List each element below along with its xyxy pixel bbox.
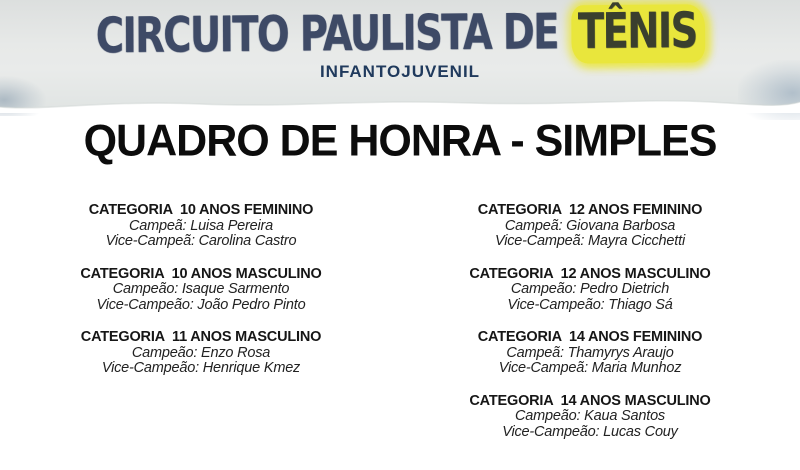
champion-line: Campeão: Isaque Sarmento — [112, 281, 290, 297]
logo-highlight-word: TÊNIS — [571, 4, 705, 63]
category-block — [445, 267, 735, 314]
runner-up-line: Vice-Campeã: Mayra Cicchetti — [495, 233, 685, 249]
category-block — [445, 330, 735, 377]
category-block — [56, 267, 346, 314]
category-title: CATEGORIA 14 ANOS FEMININO — [477, 329, 703, 345]
logo — [0, 2, 800, 82]
category-title: CATEGORIA 10 ANOS FEMININO — [88, 202, 314, 218]
band-torn-edge — [0, 91, 800, 113]
category-title: CATEGORIA 10 ANOS MASCULINO — [80, 265, 322, 282]
results-column-right — [445, 203, 735, 457]
logo-subtitle: INFANTOJUVENIL — [319, 62, 481, 81]
runner-up-line: Vice-Campeã: Carolina Castro — [105, 233, 297, 249]
category-title: CATEGORIA 14 ANOS MASCULINO — [469, 392, 711, 409]
category-title: CATEGORIA 12 ANOS FEMININO — [477, 202, 703, 218]
runner-up-line: Vice-Campeão: Lucas Couy — [502, 423, 678, 440]
champion-line: Campeã: Luisa Pereira — [128, 217, 274, 234]
page-title: QUADRO DE HONRA - SIMPLES — [83, 116, 717, 166]
runner-up-line: Vice-Campeão: Henrique Kmez — [101, 360, 301, 376]
champion-line: Campeão: Enzo Rosa — [131, 344, 271, 361]
header-band — [0, 0, 800, 112]
results-column-left — [56, 203, 346, 394]
runner-up-line: Vice-Campeão: João Pedro Pinto — [96, 296, 306, 313]
category-block — [445, 203, 735, 250]
category-block — [56, 203, 346, 250]
champion-line: Campeã: Thamyrys Araujo — [506, 344, 674, 361]
logo-title-text: CIRCUITO PAULISTA DE — [95, 3, 558, 65]
champion-line: Campeã: Giovana Barbosa — [504, 217, 676, 234]
runner-up-line: Vice-Campeão: Thiago Sá — [507, 296, 673, 313]
champion-line: Campeão: Kaua Santos — [515, 408, 665, 424]
runner-up-line: Vice-Campeã: Maria Munhoz — [498, 360, 682, 376]
category-block — [56, 330, 346, 377]
champion-line: Campeão: Pedro Dietrich — [510, 281, 670, 297]
category-title: CATEGORIA 11 ANOS MASCULINO — [80, 329, 322, 345]
logo-title — [95, 4, 704, 68]
category-block — [445, 394, 735, 441]
category-title: CATEGORIA 12 ANOS MASCULINO — [469, 265, 711, 282]
